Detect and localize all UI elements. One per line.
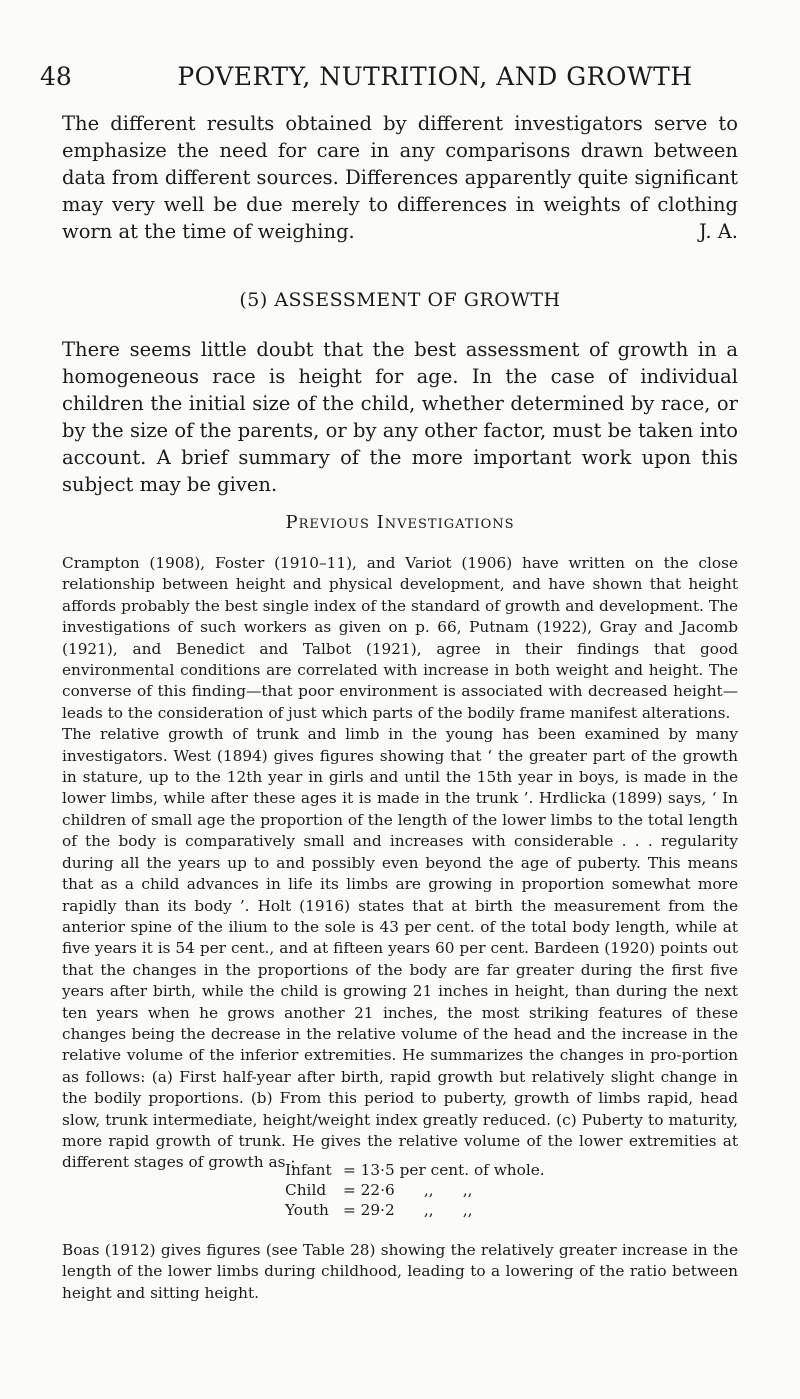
paragraph-3: Boas (1912) gives figures (see Table 28) showing the relatively greater increase in the length of the lower limbs during childhood, leading to a lowering of the ratio between height and sitting height. xyxy=(62,1241,738,1302)
author-initials: J. A. xyxy=(699,220,738,243)
formula-row-child xyxy=(285,1180,545,1200)
subsection-heading: Previous Investigations xyxy=(285,512,515,533)
volume-formula xyxy=(285,1160,545,1220)
section-text: There seems little doubt that the best assessment of growth in a homogeneous race is height for age. In the case of individual children the initial size of the child, whether determined by race, or by the size of the parents, or by any other factor, must be taken into account. A brief summary of the more important work upon this subject may be given. xyxy=(62,338,738,496)
running-title: POVERTY, NUTRITION, AND GROWTH xyxy=(177,62,693,91)
formula-label: Child xyxy=(285,1181,327,1199)
formula-label: Infant xyxy=(285,1161,332,1179)
page-number: 48 xyxy=(40,62,72,91)
formula-value: = 13·5 per cent. of whole. xyxy=(343,1161,545,1179)
formula-value: = 29·2 ,, ,, xyxy=(343,1201,473,1219)
paragraph-2: The relative growth of trunk and limb in the young has been examined by many investigators. West (1894) gives figures showing that ‘ the greater part of the growth in stature, up to the 12th year in girls and until the 15th year in boys, is made in the lower limbs, while after these ages it is made in the trunk ’. Hrdlicka (1899) says, ‘ In children of small age the proportion of the length of the lower limbs to the total length of the body is comparatively small and increases with considerable . . . regularity during all the years up to and possibly even beyond the age of puberty. This means that as a child advances in life its limbs are growing in proportion somewhat more rapidly than its body ’. Holt (1916) states that at birth the measurement from the anterior spine of the ilium to the sole is 43 per cent. of the total body length, while at five years it is 54 per cent., and at fifteen years 60 per cent. Bardeen (1920) points out that the changes in the proportions of the body are far greater during the first five years after birth, while the child is growing 21 inches in height, than during the next ten years when he grows another 21 inches, the most striking features of these changes being the decrease in the relative volume of the head and the increase in the relative volume of the inferior extremities. He summarizes the changes in pro-portion as follows: (a) First half-year after birth, rapid growth but relatively slight change in the bodily proportions. (b) From this period to puberty, growth of limbs rapid, head slow, trunk intermediate, height/weight index greatly reduced. (c) Puberty to maturity, more rapid growth of trunk. He gives the relative volume of the lower extremities at different stages of growth as : xyxy=(62,725,738,1172)
page-header xyxy=(40,62,760,102)
formula-row-youth xyxy=(285,1200,545,1220)
formula-value: = 22·6 ,, ,, xyxy=(343,1181,473,1199)
paragraph-3-block xyxy=(62,1240,738,1304)
intro-text: The different results obtained by different investigators serve to emphasize the need for care in any comparisons drawn between data from different sources. Differences apparently quite significant may very well be due merely to differences in weights of clothing worn at the time of weighing. xyxy=(62,112,738,243)
formula-row-infant xyxy=(285,1160,545,1180)
paragraph-1: Crampton (1908), Foster (1910–11), and Variot (1906) have written on the close relationship between height and physical development, and have shown that height affords probably the best single index of the standard of growth and development. The investigations of such workers as given on p. 66, Putnam (1922), Gray and Jacomb (1921), and Benedict and Talbot (1921), agree in their findings that good environmental conditions are correlated with increase in both weight and height. The converse of this finding—that poor environment is associated with decreased height—leads to the consideration of just which parts of the bodily frame manifest alterations. xyxy=(62,554,738,722)
formula-label: Youth xyxy=(285,1201,329,1219)
section-paragraph xyxy=(62,336,738,498)
subsection-body xyxy=(62,553,738,1174)
section-heading: (5) ASSESSMENT OF GROWTH xyxy=(239,289,561,311)
intro-paragraph xyxy=(62,110,738,245)
